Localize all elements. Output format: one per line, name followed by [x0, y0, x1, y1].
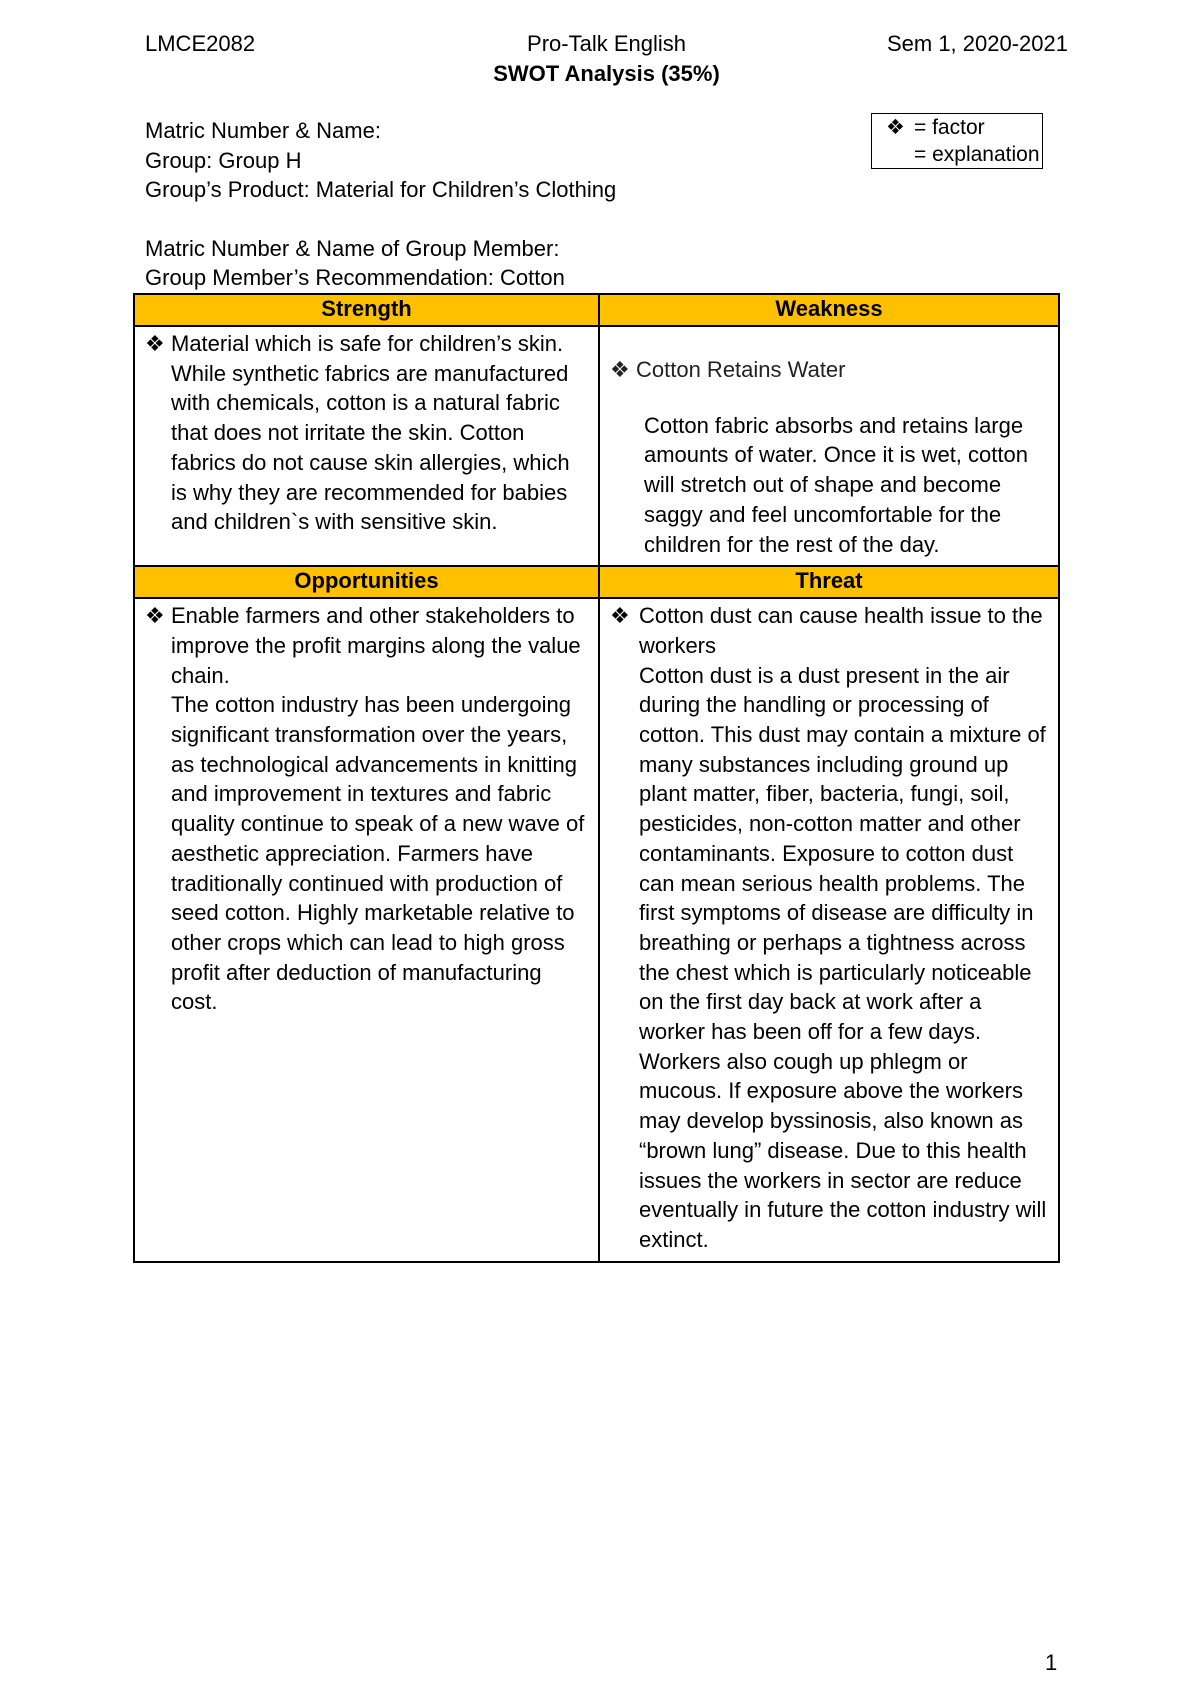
missing-glyph-bullet-icon	[610, 661, 639, 1255]
strength-factor	[145, 329, 590, 359]
opportunities-explanation	[145, 690, 590, 1017]
strength-explanation-text: While synthetic fabrics are manufactured with chemicals, cotton is a natural fabric that does not irritate the skin. Cotton fabrics do not cause skin allergies, which is why they are recommended for babies and children`s with sensitive skin.	[171, 360, 570, 535]
semester: Sem 1, 2020-2021	[886, 31, 1068, 56]
missing-glyph-bullet-icon	[610, 411, 644, 560]
threat-factor	[610, 601, 1050, 660]
strength-cell	[134, 326, 599, 566]
weakness-heading: Weakness	[599, 294, 1059, 326]
opportunities-factor	[145, 601, 590, 690]
legend-explanation-label: = explanation	[914, 143, 1040, 166]
member-matric-name-label: Matric Number & Name of Group Member:	[145, 236, 560, 261]
opportunities-heading: Opportunities	[134, 566, 599, 598]
member-recommendation-label: Group Member’s Recommendation: Cotton	[145, 265, 565, 290]
weakness-factor-text: Cotton Retains Water	[636, 357, 846, 382]
strength-heading: Strength	[134, 294, 599, 326]
diamond-bullet-icon: ❖	[145, 603, 165, 629]
weakness-cell	[599, 326, 1059, 566]
course-code: LMCE2082	[145, 31, 256, 56]
product-label: Group’s Product: Material for Children’s Clothing	[145, 177, 617, 202]
legend-factor-label: = factor	[914, 116, 985, 139]
threat-factor-text: Cotton dust can cause health issue to the workers	[639, 603, 1043, 658]
strength-explanation	[145, 359, 590, 537]
threat-explanation	[610, 661, 1050, 1255]
threat-cell	[599, 598, 1059, 1261]
matric-name-label: Matric Number & Name:	[145, 118, 381, 143]
diamond-bullet-icon: ❖	[886, 116, 905, 139]
course-name: Pro-Talk English	[527, 31, 686, 56]
weakness-factor	[610, 355, 1050, 385]
opportunities-explanation-text: The cotton industry has been undergoing significant transformation over the years, as technological advancements in knitting and improvement in textures and fabric quality continue to speak of a new wave of aesthetic appreciation. Farmers have traditionally continued with production of seed cotton. Highly marketable relative to other crops which can lead to high gross profit after deduction of manufacturing cost.	[171, 692, 585, 1015]
opportunities-cell	[134, 598, 599, 1261]
group-label: Group: Group H	[145, 148, 302, 173]
page-number: 1	[1045, 1650, 1058, 1675]
legend-box	[871, 113, 1043, 169]
legend-factor	[886, 114, 1042, 141]
document-title: SWOT Analysis (35%)	[493, 61, 720, 86]
weakness-explanation-text: Cotton fabric absorbs and retains large amounts of water. Once it is wet, cotton will stretch out of shape and become saggy and feel uncomfortable for the children for the rest of the day.	[644, 412, 1028, 557]
opportunities-factor-text: Enable farmers and other stakeholders to improve the profit margins along the value chain.	[171, 603, 581, 688]
diamond-bullet-icon: ❖	[145, 331, 165, 356]
threat-explanation-text: Cotton dust is a dust present in the air during the handling or processing of cotton. This dust may contain a mixture of many substances including ground up plant matter, fiber, bacteria, fungi, soil, pesticides, non-cotton matter and other contaminants. Exposure to cotton dust can mean serious health problems. The first symptoms of disease are difficulty in breathing or perhaps a tightness across the chest which is particularly noticeable on the first day back at work after a worker has been off for a few days. Workers also cough up phlegm or mucous. If exposure above the workers may develop byssinosis, also known as “brown lung” disease. Due to this health issues the workers in sector are reduce eventually in future the cotton industry will extinct.	[639, 662, 1047, 1252]
diamond-bullet-icon: ❖	[610, 603, 630, 629]
swot-table	[133, 293, 1060, 1263]
strength-factor-text: Material which is safe for children’s skin.	[171, 331, 564, 356]
diamond-bullet-icon: ❖	[610, 357, 630, 382]
threat-heading: Threat	[599, 566, 1059, 598]
missing-glyph-bullet-icon	[145, 690, 171, 1017]
legend-explanation	[886, 141, 1042, 168]
missing-glyph-bullet-icon	[145, 359, 171, 537]
weakness-explanation	[610, 411, 1050, 560]
